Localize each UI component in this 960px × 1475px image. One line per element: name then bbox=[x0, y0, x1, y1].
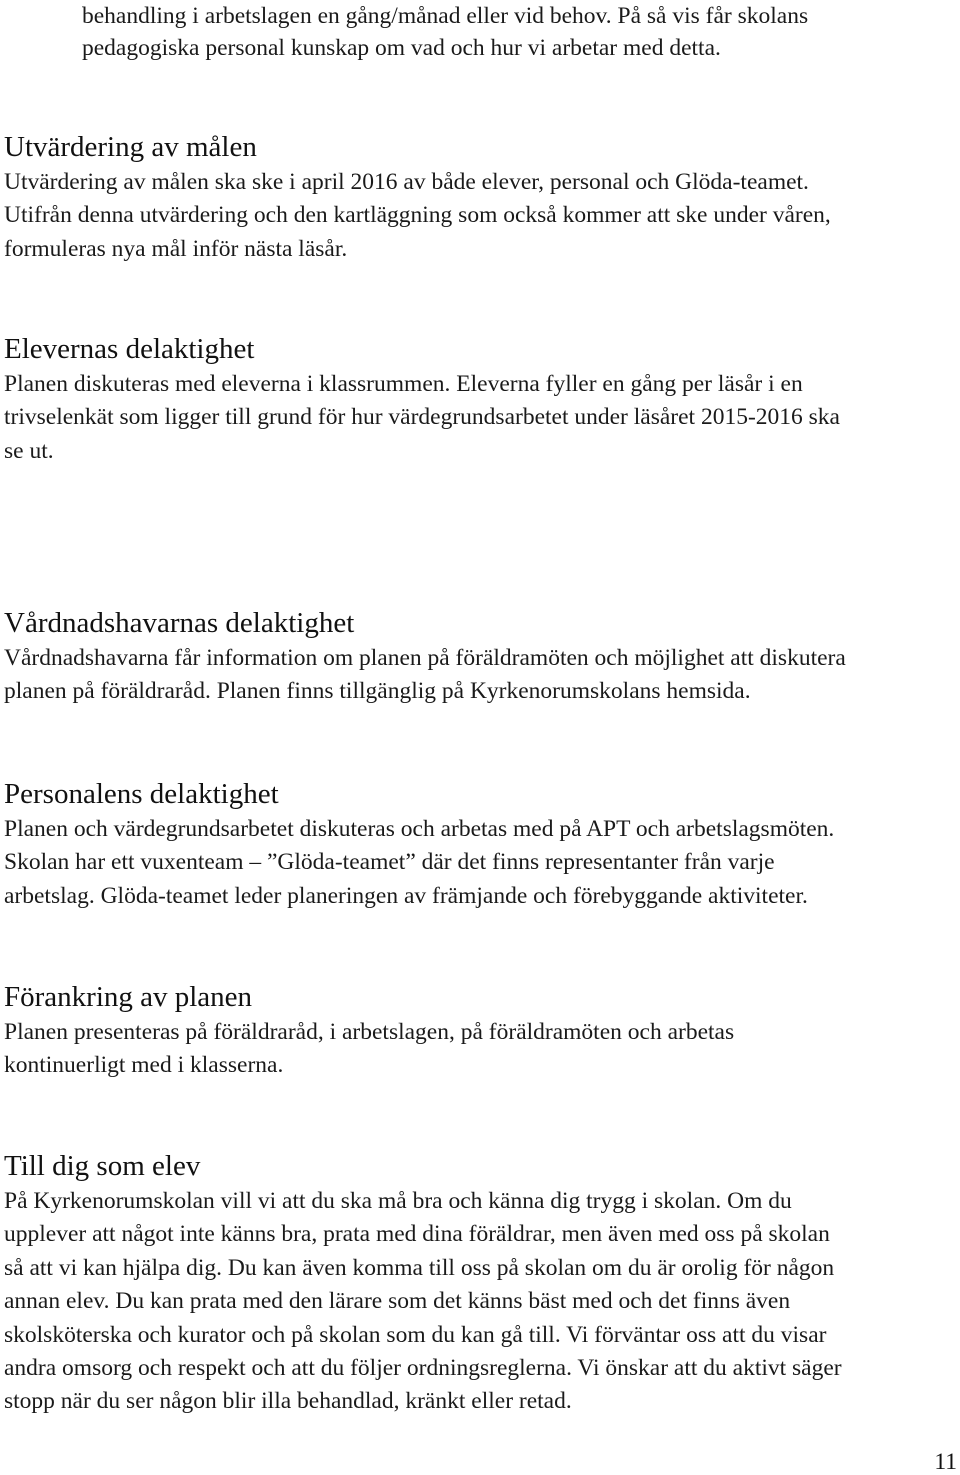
paragraph-line: Utifrån denna utvärdering och den kartläggning som också kommer att ske under våren, bbox=[4, 202, 831, 229]
paragraph-line: Planen diskuteras med eleverna i klassrummen. Eleverna fyller en gång per läsår i en bbox=[4, 371, 803, 397]
section-heading: Utvärdering av målen bbox=[4, 131, 257, 163]
paragraph-line: formuleras nya mål inför nästa läsår. bbox=[4, 235, 348, 262]
section-till-dig-som-elev bbox=[4, 1148, 954, 1419]
section-heading: Vårdnadshavarnas delaktighet bbox=[4, 607, 355, 639]
paragraph-line: Planen och värdegrundsarbetet diskuteras och arbetas med på APT och arbetslagsmöten. bbox=[4, 816, 835, 842]
section-heading: Elevernas delaktighet bbox=[4, 333, 255, 365]
section-elevernas-delaktighet bbox=[4, 331, 954, 468]
paragraph-line: Skolan har ett vuxenteam – ”Glöda-teamet” där det finns representanter från varje bbox=[4, 849, 775, 876]
paragraph-line: stopp när du ser någon blir illa behandlad, kränkt eller retad. bbox=[4, 1388, 572, 1415]
paragraph-line: trivselenkät som ligger till grund för hur värdegrundsarbetet under läsåret 2015-2016 ska bbox=[4, 404, 840, 431]
paragraph-line: pedagogiska personal kunskap om vad och hur vi arbetar med detta. bbox=[82, 35, 721, 61]
page-number: 11 bbox=[934, 1449, 957, 1475]
paragraph-line: På Kyrkenorumskolan vill vi att du ska må bra och känna dig trygg i skolan. Om du bbox=[4, 1188, 792, 1214]
intro-paragraph bbox=[82, 0, 954, 64]
paragraph-line: upplever att något inte känns bra, prata med dina föräldrar, men även med oss på skolan bbox=[4, 1221, 830, 1248]
paragraph-line: skolsköterska och kurator och på skolan som du kan gå till. Vi förväntar oss att du visar bbox=[4, 1321, 827, 1348]
section-forankring-av-planen bbox=[4, 979, 954, 1083]
paragraph-line: Utvärdering av målen ska ske i april 2016 av både elever, personal och Glöda-teamet. bbox=[4, 169, 809, 195]
section-utvardering-av-malen bbox=[4, 129, 954, 266]
section-personalens-delaktighet bbox=[4, 776, 954, 913]
section-heading: Förankring av planen bbox=[4, 981, 253, 1013]
paragraph-line: Vårdnadshavarna får information om planen på föräldramöten och möjlighet att diskutera bbox=[4, 645, 846, 671]
paragraph-line: så att vi kan hjälpa dig. Du kan även komma till oss på skolan om du är orolig för någon bbox=[4, 1254, 835, 1281]
paragraph-line: behandling i arbetslagen en gång/månad eller vid behov. På så vis får skolans bbox=[82, 3, 809, 29]
section-heading: Till dig som elev bbox=[4, 1150, 201, 1182]
paragraph-line: arbetslag. Glöda-teamet leder planeringen av främjande och förebyggande aktiviteter. bbox=[4, 882, 808, 909]
paragraph-line: se ut. bbox=[4, 437, 54, 464]
paragraph-line: Planen presenteras på föräldraråd, i arbetslagen, på föräldramöten och arbetas bbox=[4, 1019, 735, 1045]
paragraph-line: annan elev. Du kan prata med den lärare som det känns bäst med och det finns även bbox=[4, 1288, 791, 1315]
paragraph-line: planen på föräldraråd. Planen finns tillgänglig på Kyrkenorumskolans hemsida. bbox=[4, 678, 751, 705]
paragraph-line: kontinuerligt med i klasserna. bbox=[4, 1052, 284, 1079]
section-heading: Personalens delaktighet bbox=[4, 778, 279, 810]
paragraph-line: andra omsorg och respekt och att du följer ordningsreglerna. Vi önskar att du aktivt säger bbox=[4, 1354, 842, 1381]
section-vardnadshavarnas-delaktighet bbox=[4, 605, 954, 709]
